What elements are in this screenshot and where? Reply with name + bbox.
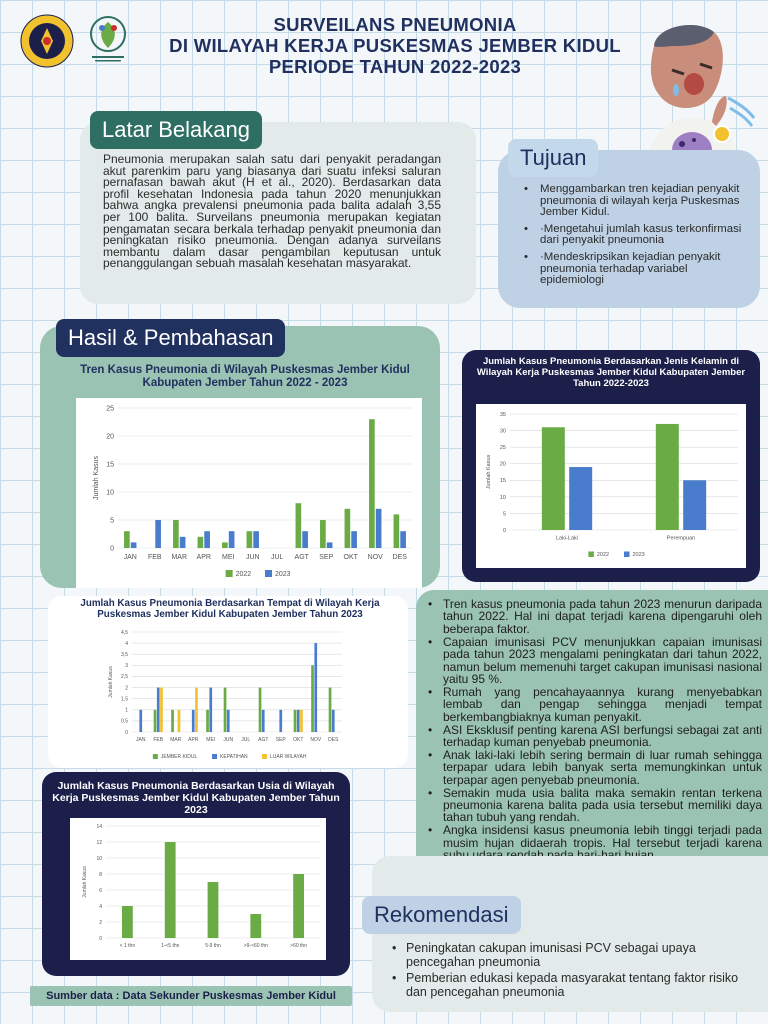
bar — [569, 467, 592, 530]
diskusi-item: • ASI Eksklusif penting karena ASI berfungsi sebagai zat anti terhadap kuman penyebab pneumonia. — [426, 724, 762, 749]
y-tick-label: 0 — [99, 935, 102, 942]
bar — [173, 520, 179, 548]
bar — [297, 710, 300, 732]
x-tick-label: NOV — [310, 737, 322, 743]
bar — [542, 427, 565, 530]
x-tick-label: JAN — [136, 737, 146, 743]
y-tick-label: 30 — [499, 428, 506, 435]
bar — [250, 914, 261, 938]
diskusi-item: • Tren kasus pneumonia pada tahun 2023 menurun daripada tahun 2022. Hal ini dapat terjadi karena dipengaruhi oleh beberapa faktor. — [426, 598, 762, 635]
chart-place-title: Jumlah Kasus Pneumonia Berdasarkan Tempat di Wilayah Kerja Puskesmas Jember Kidul Kabupaten Jember Tahun 2023 — [80, 598, 380, 620]
y-tick-label: 2 — [99, 919, 102, 926]
diskusi-item: • Semakin muda usia balita maka semakin rentan terkena pneumonia karena balita pada usia tersebut memiliki daya tahan tubuh yang rendah. — [426, 787, 762, 824]
x-tick-label: >60 thn — [290, 943, 308, 949]
legend-swatch — [624, 552, 630, 558]
bar — [376, 509, 382, 548]
y-tick-label: 0 — [110, 545, 114, 553]
diskusi-list — [426, 598, 762, 862]
chart-age-title: Jumlah Kasus Pneumonia Berdasarkan Usia di Wilayah Kerja Puskesmas Jember Kidul Kabupaten Jember Tahun 2023 — [52, 780, 340, 816]
bar — [351, 531, 357, 548]
diskusi-item: • Capaian imunisasi PCV menunjukkan capaian imunisasi pada tahun 2023 mengalami peningkatan dari tahun 2022, namun belum memenuhi target cakupan imunisasi nasional yaitu 95 %. — [426, 636, 762, 686]
hasil-heading: Hasil & Pembahasan — [56, 319, 285, 357]
bar — [327, 542, 333, 548]
bar — [178, 710, 181, 732]
y-tick-label: 25 — [106, 405, 114, 413]
bar — [311, 665, 314, 732]
y-tick-label: 0 — [125, 729, 128, 736]
chart-tren — [76, 398, 422, 588]
bar — [208, 882, 219, 938]
diskusi-item: • Rumah yang pencahayaannya kurang menyebabkan lembab dan pengap sehingga menjadi tempat berkembangbiaknya kuman penyakit. — [426, 686, 762, 723]
poster-title — [150, 14, 640, 77]
x-tick-label: JUL — [271, 554, 284, 561]
bar — [160, 688, 163, 732]
x-tick-label: DES — [392, 554, 407, 561]
legend-label: 2022 — [596, 552, 610, 558]
bar — [296, 503, 302, 548]
legend-swatch — [265, 570, 272, 577]
bar — [124, 531, 130, 548]
tujuan-item: • ·Mendeskripsikan kejadian penyakit pneumonia terhadap variabel epidemiologi — [512, 252, 748, 287]
title-line-3: PERIODE TAHUN 2022-2023 — [268, 56, 522, 77]
x-tick-label: 5-9 thn — [205, 943, 221, 949]
bar — [259, 688, 262, 732]
x-tick-label: Laki-Laki — [555, 535, 579, 542]
chart-place-container — [100, 622, 346, 766]
bar — [171, 710, 174, 732]
x-tick-label: APR — [196, 554, 211, 561]
x-tick-label: SEP — [275, 737, 286, 743]
diskusi-item: • Anak laki-laki lebih sering bermain di luar rumah sehingga terpapar udara lebih banyak serta memungkinkan untuk terpapar agen penyebab pneumonia. — [426, 749, 762, 786]
bar — [302, 531, 308, 548]
x-tick-label: < 1 thn — [119, 943, 136, 949]
bar — [180, 537, 186, 548]
chart-tren-container — [76, 398, 422, 588]
bar — [206, 710, 209, 732]
latar-belakang-text: Pneumonia merupakan salah satu dari penyakit peradangan akut parenkim paru yang biasanya dari suatu infeksi saluran pernafasan bawah akut (H et al., 2020). Berdasarkan data profil kesehatan Indonesia pada tahun 2020 menunjukkan bahwa angka prevalensi pneumonia pada balita adalah 3,55 per 100 balita. Surveilans pneumonia merupakan kegiatan pengamatan secara berkala terhadap penyakit pneumonia dan peningkatan risiko pneumonia. Dengan adanya surveilans membantu dalam dasar pengambilan keputusan untuk penanggulangan sebuah masalah kesehatan masyarakat. — [103, 152, 441, 271]
rekomendasi-item: • Pemberian edukasi kepada masyarakat tentang faktor risiko dan pencegahan pneumonia — [392, 972, 748, 999]
y-tick-label: 1,5 — [121, 696, 128, 703]
bar — [345, 509, 351, 548]
x-tick-label: AGT — [258, 737, 269, 743]
y-tick-label: 5 — [110, 517, 114, 525]
y-tick-label: 6 — [99, 887, 102, 894]
legend-swatch — [153, 754, 158, 759]
bar — [394, 514, 400, 548]
x-tick-label: MAR — [170, 737, 182, 743]
x-tick-label: 1-<5 thn — [160, 943, 180, 949]
tujuan-heading: Tujuan — [508, 139, 598, 177]
x-tick-label: FEB — [147, 554, 162, 561]
x-tick-label: JUN — [245, 554, 260, 561]
legend-swatch — [262, 754, 267, 759]
y-tick-label: 5 — [502, 511, 506, 518]
bar — [253, 531, 259, 548]
y-tick-label: 25 — [499, 445, 506, 452]
y-tick-label: 4 — [125, 640, 128, 647]
x-tick-label: MAR — [171, 554, 188, 561]
legend-label: 2023 — [275, 571, 291, 578]
y-tick-label: 0 — [502, 527, 506, 534]
bar — [155, 520, 161, 548]
y-tick-label: 0,5 — [121, 718, 128, 725]
y-tick-label: 20 — [106, 433, 114, 441]
bar — [157, 688, 160, 732]
data-source-note: Sumber data : Data Sekunder Puskesmas Jember Kidul — [30, 986, 352, 1006]
legend-swatch — [212, 754, 217, 759]
y-tick-label: 35 — [499, 411, 506, 418]
fkm-logo — [86, 14, 130, 66]
bar — [400, 531, 406, 548]
legend-label: KEPATIHAN — [220, 754, 248, 760]
bar — [294, 710, 297, 732]
x-tick-label: OKT — [293, 737, 304, 743]
bar — [683, 480, 706, 530]
tujuan-item: • Menggambarkan tren kejadian penyakit pneumonia di wilayah kerja Puskesmas Jember Kidul. — [512, 184, 748, 219]
title-line-1: SURVEILANS PNEUMONIA — [273, 14, 517, 35]
bar — [329, 688, 332, 732]
bar — [224, 688, 227, 732]
y-tick-label: 10 — [96, 855, 102, 862]
bar — [293, 874, 304, 938]
legend-label: 2023 — [632, 552, 645, 558]
x-tick-label: JUL — [241, 737, 251, 743]
bar — [300, 710, 303, 732]
x-tick-label: JUN — [223, 737, 234, 743]
universitas-jember-logo — [20, 14, 74, 68]
y-tick-label: 3,5 — [121, 651, 128, 658]
bar — [369, 419, 375, 548]
y-tick-label: 15 — [106, 461, 114, 469]
y-tick-label: 3 — [125, 663, 128, 670]
chart-age-container — [70, 818, 326, 960]
bar — [222, 542, 228, 548]
y-tick-label: 20 — [499, 461, 506, 468]
legend-swatch — [226, 570, 233, 577]
y-axis-label: Jumlah Kasus — [82, 866, 88, 898]
x-tick-label: >9-<60 thn — [243, 943, 268, 949]
legend-label: JEMBER KIDUL — [160, 754, 198, 760]
chart-tren-title: Tren Kasus Pneumonia di Wilayah Puskesmas Jember Kidul Kabupaten Jember Tahun 2022 - 2023 — [80, 364, 410, 389]
bar — [656, 424, 679, 530]
bar — [195, 688, 198, 732]
y-tick-label: 10 — [106, 489, 114, 497]
bar — [227, 710, 230, 732]
y-tick-label: 1 — [125, 707, 128, 714]
x-tick-label: FEB — [153, 737, 164, 743]
bar — [131, 542, 137, 548]
chart-age — [70, 818, 326, 960]
x-tick-label: OKT — [343, 554, 358, 561]
rekomendasi-heading: Rekomendasi — [362, 896, 521, 934]
bar — [314, 643, 317, 732]
latar-belakang-heading: Latar Belakang — [90, 111, 262, 149]
chart-place — [100, 622, 346, 766]
bar — [165, 842, 176, 938]
y-tick-label: 4 — [99, 903, 102, 910]
y-axis-label: Jumlah Kasus — [108, 666, 114, 698]
bar — [209, 688, 212, 732]
x-tick-label: MEI — [222, 554, 235, 561]
y-tick-label: 15 — [499, 478, 506, 485]
chart-gender-container — [476, 404, 746, 568]
y-tick-label: 12 — [96, 839, 102, 846]
bar — [154, 710, 157, 732]
x-tick-label: JAN — [123, 554, 137, 561]
legend-label: LUAR WILAYAH — [269, 754, 307, 760]
bar — [192, 710, 195, 732]
bar — [204, 531, 210, 548]
x-tick-label: MEI — [206, 737, 216, 743]
y-tick-label: 2 — [125, 685, 128, 692]
tujuan-list — [512, 184, 748, 292]
y-tick-label: 14 — [96, 823, 102, 830]
bar — [122, 906, 133, 938]
bar — [262, 710, 265, 732]
rekomendasi-list — [392, 942, 748, 1002]
bar — [320, 520, 326, 548]
chart-gender-title: Jumlah Kasus Pneumonia Berdasarkan Jenis Kelamin di Wilayah Kerja Puskesmas Jember Kidul Kabupaten Jember Tahun 2022-2023 — [476, 356, 746, 389]
y-tick-label: 2,5 — [121, 674, 128, 681]
bar — [279, 710, 282, 732]
title-line-2: DI WILAYAH KERJA PUSKESMAS JEMBER KIDUL — [169, 35, 621, 56]
bar — [332, 710, 335, 732]
legend-label: 2022 — [235, 571, 252, 578]
x-tick-label: NOV — [367, 554, 383, 561]
x-tick-label: DES — [328, 737, 339, 743]
x-tick-label: SEP — [319, 554, 334, 561]
diskusi-item: • Angka insidensi kasus pneumonia lebih tinggi terjadi pada musim hujan didaerah tropis. Hal tersebut terjadi karena — [426, 824, 762, 861]
y-axis-label: Jumlah Kasus — [93, 456, 100, 500]
y-tick-label: 4,5 — [121, 629, 128, 636]
x-tick-label: AGT — [294, 554, 309, 561]
y-axis-label: Jumlah Kasus — [486, 454, 492, 490]
x-tick-label: Perempuan — [666, 535, 696, 542]
bar — [198, 537, 204, 548]
rekomendasi-item: • Peningkatan cakupan imunisasi PCV sebagai upaya pencegahan pneumonia — [392, 942, 748, 969]
bar — [247, 531, 253, 548]
tujuan-item: • ·Mengetahui jumlah kasus terkonfirmasi dari penyakit pneumonia — [512, 224, 748, 247]
bar — [229, 531, 235, 548]
bar — [139, 710, 142, 732]
x-tick-label: APR — [188, 737, 199, 743]
chart-gender — [476, 404, 746, 568]
y-tick-label: 8 — [99, 871, 102, 878]
legend-swatch — [588, 552, 594, 558]
y-tick-label: 10 — [499, 494, 506, 501]
